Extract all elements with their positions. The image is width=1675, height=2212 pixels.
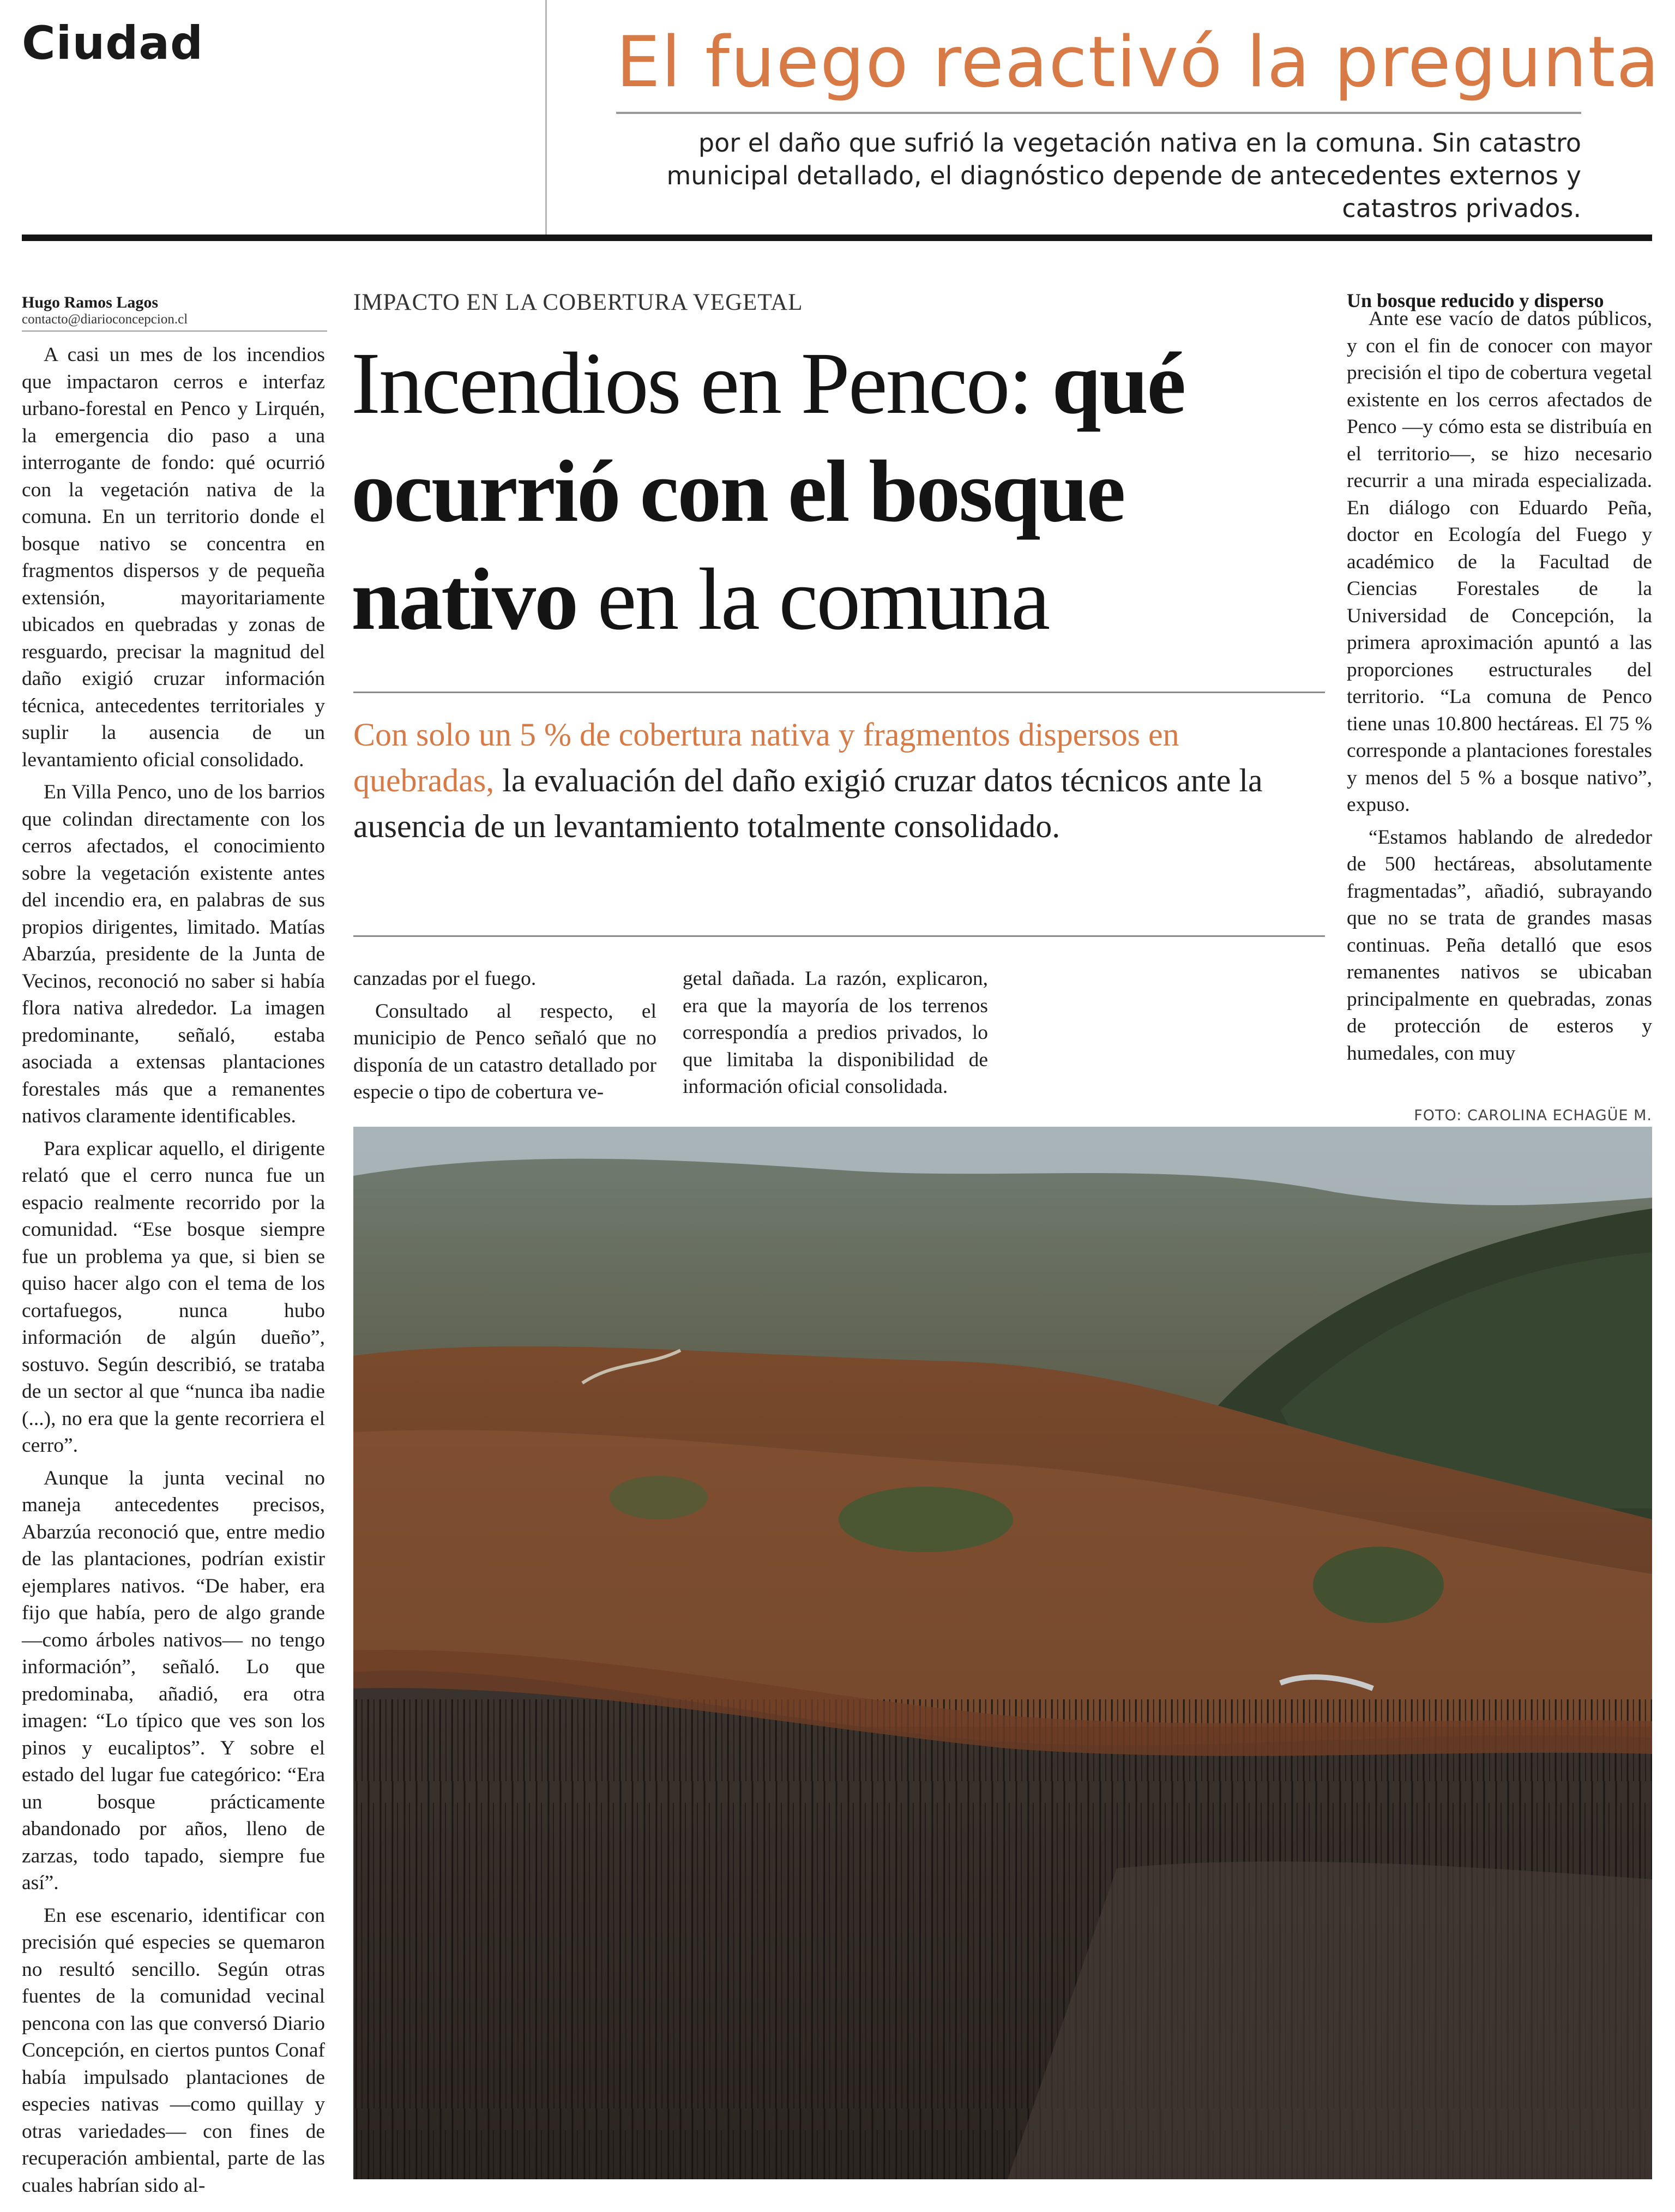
deck-accent: Con solo un 5 % de cobertura nativa y fragmentos dispersos en quebradas, [353, 717, 1179, 798]
byline-email[interactable]: contacto@diarioconcepcion.cl [22, 312, 327, 332]
deck [353, 712, 1325, 849]
kicker-subtitle: por el daño que sufrió la vegetación nativa en la comuna. Sin catastro municipal detallado, el diagnóstico depende de antecedentes externos y catastros privados. [666, 128, 1581, 223]
paragraph: En Villa Penco, uno de los barrios que colindan directamente con los cerros afectados, el conocimiento sobre la vegetación existente antes del incendio era, en palabras de sus propios dirigentes, limitado. Matías Abarzúa, presidente de la Junta de Vecinos, reconoció no saber si había flora nativa alrededor. La imagen predominante, señaló, estaba asociada a extensas plantaciones forestales más que a remanentes nativos claramente identificables. [22, 781, 325, 1127]
paragraph: Ante ese vacío de datos públicos, y con el fin de conocer con mayor precisión el tipo de cobertura vegetal existente en los cerros afectados de Penco —y cómo esta se distribuía en el territorio—, se hizo necesario recurrir a una mirada especializada. En diálogo con Eduardo Peña, doctor en Ecología del Fuego y académico de la Facultad de Ciencias Forestales de la Universidad de Concepción, la primera aproximación apuntó a las proporciones estructurales del territorio. “La comuna de Penco tiene unas 10.800 hectáreas. El 75 % corresponde a plantaciones forestales y menos del 5 % a bosque nativo”, expuso. [1347, 308, 1652, 816]
deck-rule [353, 692, 1325, 693]
kicker-rule [616, 112, 1581, 114]
kicker-title: El fuego reactivó la pregunta [616, 22, 1660, 103]
burned-forest-hillside-photo [353, 1127, 1652, 2179]
paragraph: A casi un mes de los incendios que impactaron cerros e interfaz urbano-forestal en Penco y Lirquén, la emergencia dio paso a una interrogante de fondo: qué ocurrió con la vegetación nativa de la comuna. En un territorio donde el bosque nativo se concentra en fragmentos dispersos y de pequeña extensión, mayoritariamente ubicados en quebradas y zonas de resguardo, precisar la magnitud del daño exigió cruzar información técnica, antecedentes territoriales y suplir la ausencia de un levantamiento oficial consolidado. [22, 344, 325, 771]
headline-part: en la comuna [577, 551, 1049, 648]
paragraph: Aunque la junta vecinal no maneja antecedentes precisos, Abarzúa reconoció que, entre medio de las plantaciones, podrían existir ejemplares nativos. “De haber, era fijo que había, pero de algo grande —como árboles nativos— no tengo información”, señaló. Lo que predominaba, añadió, era otra imagen: “Lo típico que ves son los pinos y eucaliptos”. Y sobre el estado del lugar fue categórico: “Era un bosque prácticamente abandonado por años, lleno de zarzas, todo tapado, siempre fue así”. [22, 1466, 325, 1894]
headline [351, 330, 1322, 654]
headline-part: Incendios en Penco: [351, 335, 1052, 432]
paragraph: Para explicar aquello, el dirigente relató que el cerro nunca fue un espacio realmente recorrido por la comunidad. “Ese bosque siempre fue un problema ya que, si bien se quiso hacer algo con el tema de los cortafuegos, nunca hubo información de algún dueño”, sostuvo. Según describió, se trataba de un sector al que “nunca iba nadie (...), no era que la gente recorriera el cerro”. [22, 1137, 325, 1457]
header-rule [22, 235, 1652, 241]
byline-author: Hugo Ramos Lagos [22, 293, 159, 311]
deck-bottom-rule [353, 935, 1325, 937]
article-column-left [22, 341, 325, 2204]
headline-bold: qué ocurrió con el bosque nativo [351, 335, 1185, 648]
subheading: Un bosque reducido y disperso [1347, 290, 1604, 311]
paragraph: Consultado al respecto, el municipio de Penco señaló que no disponía de un catastro detallado por especie o tipo de cobertura ve- [353, 1000, 656, 1103]
article-column-mid-2 [683, 965, 988, 1106]
article-column-mid-1 [353, 965, 656, 1111]
topic-label: IMPACTO EN LA COBERTURA VEGETAL [353, 290, 803, 315]
paragraph: getal dañada. La razón, explicaron, era que la mayoría de los terrenos correspondía a predios privados, lo que limitaba la disponibilidad de información oficial consolidada. [683, 967, 988, 1098]
section-label: Ciudad [22, 16, 204, 70]
photo-illustration [353, 1127, 1652, 2179]
article-column-right [1347, 305, 1652, 1072]
photo-credit: FOTO: CAROLINA ECHAGÜE M. [1414, 1107, 1652, 1124]
paragraph: “Estamos hablando de alrededor de 500 hectáreas, absolutamente fragmentadas”, añadió, subrayando que no se trata de grandes masas continuas. Peña detalló que esos remanentes nativos se ubicaban principalmente en quebradas, zonas de protección de esteros y humedales, con muy [1347, 826, 1652, 1065]
paragraph: canzadas por el fuego. [353, 967, 537, 990]
deck-text: la evaluación del daño exigió cruzar datos técnicos ante la ausencia de un levantamiento totalmente consolidado. [353, 762, 1263, 844]
paragraph: En ese escenario, identificar con precisión qué especies se quemaron no resultó sencillo. Según otras fuentes de la comunidad vecinal penconа con las que conversó Diario Concepción, en ciertos puntos Conaf había impulsado plantaciones de especies nativas —como quillay y otras variedades— con fines de recuperación ambiental, parte de las cuales habrían sido al- [22, 1904, 325, 2197]
header-divider [545, 0, 547, 235]
